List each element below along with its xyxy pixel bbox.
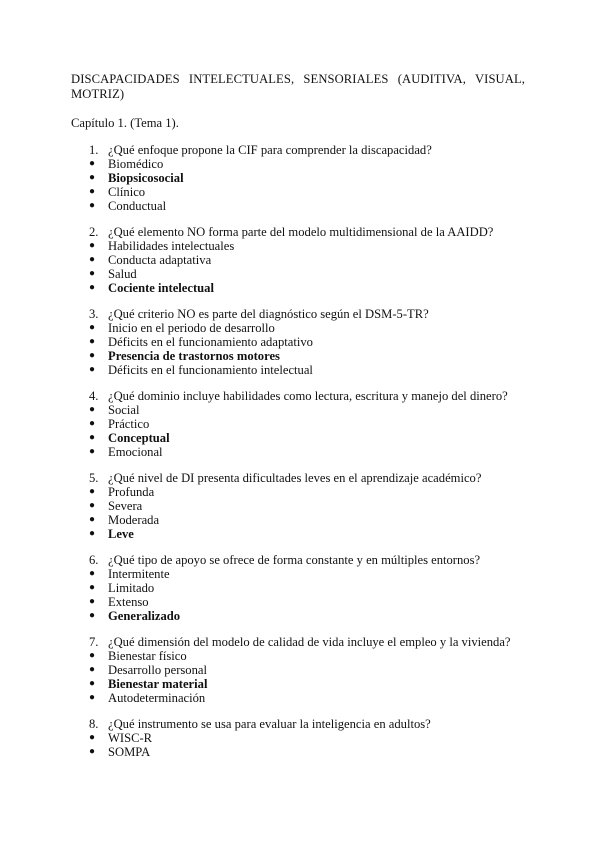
option-item (71, 157, 525, 171)
bullet-icon: ● (89, 596, 96, 607)
option-text: Déficits en el funcionamiento intelectual (108, 363, 313, 377)
bullet-icon: ● (89, 336, 96, 347)
option-text: Moderada (108, 513, 160, 527)
bullet-icon: ● (89, 582, 96, 593)
bullet-icon: ● (89, 322, 96, 333)
question-text (71, 717, 525, 731)
option-text: Inicio en el periodo de desarrollo (108, 321, 275, 335)
option-text: WISC-R (108, 731, 153, 745)
option-text: Extenso (108, 595, 149, 609)
question-number: 8. (89, 717, 99, 731)
question-text (71, 225, 525, 239)
option-item (71, 239, 525, 253)
option-item (71, 363, 525, 377)
bullet-icon: ● (89, 404, 96, 415)
option-text: Bienestar material (108, 677, 208, 691)
bullet-icon: ● (89, 282, 96, 293)
option-text: Clínico (108, 185, 146, 199)
bullet-icon: ● (89, 664, 96, 675)
option-item (71, 595, 525, 609)
option-text: Salud (108, 267, 137, 281)
option-text: Limitado (108, 581, 155, 595)
question-number: 7. (89, 635, 99, 649)
question-number: 3. (89, 307, 99, 321)
option-item (71, 445, 525, 459)
bullet-icon: ● (89, 528, 96, 539)
option-text: Intermitente (108, 567, 170, 581)
bullet-icon: ● (89, 200, 96, 211)
option-list (71, 157, 525, 213)
question-number: 1. (89, 143, 99, 157)
option-text: Presencia de trastornos motores (108, 349, 280, 363)
option-item (71, 745, 525, 759)
option-text: Conceptual (108, 431, 170, 445)
question-label: ¿Qué nivel de DI presenta dificultades leves en el aprendizaje académico? (108, 471, 482, 485)
option-item (71, 321, 525, 335)
bullet-icon: ● (89, 158, 96, 169)
question-number: 6. (89, 553, 99, 567)
question-label: ¿Qué tipo de apoyo se ofrece de forma constante y en múltiples entornos? (108, 553, 481, 567)
option-text: Severa (108, 499, 143, 513)
bullet-icon: ● (89, 692, 96, 703)
option-item (71, 567, 525, 581)
bullet-icon: ● (89, 268, 96, 279)
bullet-icon: ● (89, 350, 96, 361)
question-text (71, 553, 525, 567)
option-item (71, 403, 525, 417)
option-item-correct (71, 677, 525, 691)
question-number: 5. (89, 471, 99, 485)
option-item-correct (71, 349, 525, 363)
question-block (71, 225, 525, 295)
option-list (71, 239, 525, 295)
option-text: Generalizado (108, 609, 181, 623)
bullet-icon: ● (89, 240, 96, 251)
bullet-icon: ● (89, 746, 96, 757)
question-text (71, 143, 525, 157)
option-list (71, 321, 525, 377)
option-item (71, 335, 525, 349)
question-block (71, 389, 525, 459)
question-list (71, 143, 525, 759)
bullet-icon: ● (89, 418, 96, 429)
option-item (71, 499, 525, 513)
option-item (71, 581, 525, 595)
bullet-icon: ● (89, 732, 96, 743)
option-text: Desarrollo personal (108, 663, 207, 677)
option-item-correct (71, 431, 525, 445)
question-label: ¿Qué enfoque propone la CIF para comprender la discapacidad? (108, 143, 432, 157)
option-item (71, 731, 525, 745)
bullet-icon: ● (89, 364, 96, 375)
bullet-icon: ● (89, 254, 96, 265)
bullet-icon: ● (89, 678, 96, 689)
question-block (71, 635, 525, 705)
question-text (71, 635, 525, 649)
option-item-correct (71, 527, 525, 541)
bullet-icon: ● (89, 610, 96, 621)
bullet-icon: ● (89, 500, 96, 511)
option-item (71, 649, 525, 663)
option-item (71, 199, 525, 213)
option-text: Conducta adaptativa (108, 253, 212, 267)
option-text: Cociente intelectual (108, 281, 214, 295)
option-item (71, 485, 525, 499)
option-list (71, 731, 525, 759)
option-text: Conductual (108, 199, 167, 213)
chapter-heading: Capítulo 1. (Tema 1). (71, 116, 179, 130)
option-list (71, 567, 525, 623)
option-text: Habilidades intelectuales (108, 239, 235, 253)
option-item (71, 417, 525, 431)
bullet-icon: ● (89, 486, 96, 497)
option-item-correct (71, 609, 525, 623)
option-list (71, 485, 525, 541)
option-item (71, 663, 525, 677)
option-item (71, 267, 525, 281)
question-label: ¿Qué criterio NO es parte del diagnóstico según el DSM-5-TR? (108, 307, 429, 321)
option-text: Profunda (108, 485, 155, 499)
bullet-icon: ● (89, 568, 96, 579)
question-block (71, 307, 525, 377)
option-item (71, 185, 525, 199)
question-text (71, 471, 525, 485)
option-text: Biomédico (108, 157, 164, 171)
question-block (71, 143, 525, 213)
question-text (71, 389, 525, 403)
bullet-icon: ● (89, 446, 96, 457)
bullet-icon: ● (89, 650, 96, 661)
question-label: ¿Qué instrumento se usa para evaluar la inteligencia en adultos? (108, 717, 431, 731)
option-item-correct (71, 171, 525, 185)
question-label: ¿Qué dimensión del modelo de calidad de vida incluye el empleo y la vivienda? (108, 635, 511, 649)
option-text: Práctico (108, 417, 150, 431)
question-block (71, 471, 525, 541)
option-text: Déficits en el funcionamiento adaptativo (108, 335, 313, 349)
option-list (71, 649, 525, 705)
question-number: 2. (89, 225, 99, 239)
option-item (71, 691, 525, 705)
bullet-icon: ● (89, 186, 96, 197)
document-title: DISCAPACIDADES INTELECTUALES, SENSORIALES (AUDITIVA, VISUAL, MOTRIZ) (71, 72, 525, 101)
option-item (71, 253, 525, 267)
bullet-icon: ● (89, 432, 96, 443)
question-number: 4. (89, 389, 99, 403)
question-label: ¿Qué dominio incluye habilidades como lectura, escritura y manejo del dinero? (108, 389, 508, 403)
question-block (71, 553, 525, 623)
bullet-icon: ● (89, 172, 96, 183)
option-list (71, 403, 525, 459)
question-label: ¿Qué elemento NO forma parte del modelo multidimensional de la AAIDD? (108, 225, 494, 239)
bullet-icon: ● (89, 514, 96, 525)
option-item (71, 513, 525, 527)
question-block (71, 717, 525, 759)
question-text (71, 307, 525, 321)
option-item-correct (71, 281, 525, 295)
option-text: Bienestar físico (108, 649, 187, 663)
option-text: Social (108, 403, 140, 417)
option-text: Leve (108, 527, 134, 541)
option-text: Autodeterminación (108, 691, 206, 705)
option-text: SOMPA (108, 745, 151, 759)
document-page (71, 72, 525, 771)
option-text: Emocional (108, 445, 163, 459)
option-text: Biopsicosocial (108, 171, 184, 185)
